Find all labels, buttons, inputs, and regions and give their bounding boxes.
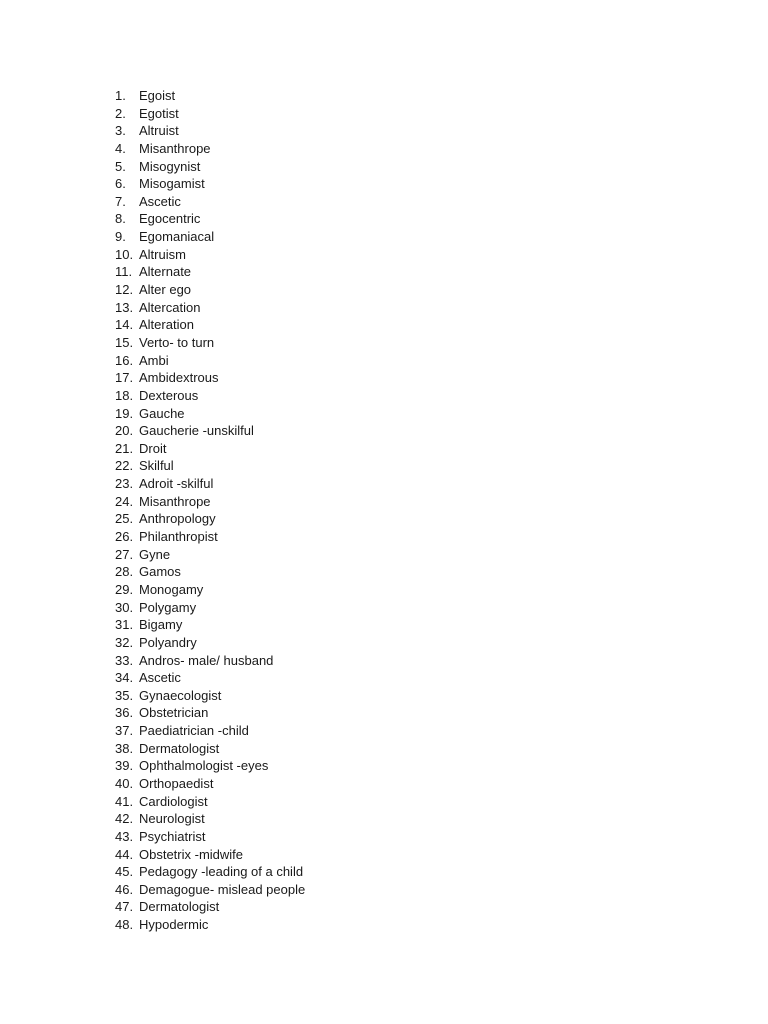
list-item-text: Egotist	[139, 105, 179, 121]
list-item-text: Misogynist	[139, 158, 201, 174]
list-item	[115, 634, 515, 652]
list-item-number: 17.	[115, 370, 134, 386]
list-item	[115, 352, 515, 370]
list-item-number: 33.	[115, 652, 134, 668]
list-item-text: Verto- to turn	[139, 334, 215, 350]
list-item-text: Gauche	[139, 405, 185, 421]
list-item-number: 6.	[115, 176, 126, 192]
list-item-text: Neurologist	[139, 811, 205, 827]
list-item-text: Bigamy	[139, 617, 183, 633]
list-item	[115, 263, 515, 281]
list-item-text: Ophthalmologist -eyes	[139, 758, 269, 774]
list-item-number: 42.	[115, 811, 134, 827]
list-item-text: Adroit -skilful	[139, 476, 214, 492]
list-item	[115, 158, 515, 176]
list-item-text: Gynaecologist	[139, 687, 222, 703]
list-item-text: Andros- male/ husband	[139, 652, 274, 668]
list-item-text: Skilful	[139, 458, 174, 474]
list-item-text: Psychiatrist	[139, 828, 206, 844]
list-item-text: Egoist	[139, 88, 176, 103]
list-item	[115, 546, 515, 564]
list-item	[115, 652, 515, 670]
list-item-text: Dermatologist	[139, 899, 220, 915]
list-item-text: Alteration	[139, 317, 194, 333]
list-item	[115, 898, 515, 916]
list-item	[115, 281, 515, 299]
list-item	[115, 493, 515, 511]
list-item	[115, 475, 515, 493]
list-item-number: 23.	[115, 476, 134, 492]
list-item-number: 11.	[115, 264, 133, 280]
list-item-number: 10.	[115, 246, 134, 262]
list-item	[115, 140, 515, 158]
list-item-number: 32.	[115, 634, 134, 650]
list-item	[115, 299, 515, 317]
list-item-number: 15.	[115, 334, 134, 350]
list-item	[115, 881, 515, 899]
list-item-number: 20.	[115, 423, 134, 439]
list-item	[115, 916, 515, 934]
list-item-number: 24.	[115, 493, 134, 509]
list-item	[115, 669, 515, 687]
list-item	[115, 563, 515, 581]
list-item-text: Cardiologist	[139, 793, 208, 809]
list-item	[115, 246, 515, 264]
list-item-text: Hypodermic	[139, 917, 209, 933]
list-item-number: 40.	[115, 775, 134, 791]
list-item-text: Altruist	[139, 123, 179, 139]
list-item	[115, 87, 515, 105]
list-item	[115, 387, 515, 405]
list-item-number: 46.	[115, 881, 134, 897]
list-item-number: 36.	[115, 705, 134, 721]
list-item-number: 30.	[115, 599, 134, 615]
list-item-number: 48.	[115, 917, 134, 933]
list-item-number: 31.	[115, 617, 134, 633]
list-item-text: Obstetrix -midwife	[139, 846, 244, 862]
list-item-number: 43.	[115, 828, 134, 844]
list-item	[115, 210, 515, 228]
list-item-text: Altercation	[139, 299, 201, 315]
list-item-text: Polygamy	[139, 599, 197, 615]
list-item	[115, 457, 515, 475]
list-item-text: Anthropology	[139, 511, 216, 527]
list-item-text: Alternate	[139, 264, 192, 280]
list-item-text: Paediatrician -child	[139, 723, 249, 739]
list-item	[115, 422, 515, 440]
list-item-number: 14.	[115, 317, 134, 333]
list-item-number: 45.	[115, 864, 134, 880]
list-item-number: 35.	[115, 687, 134, 703]
list-item	[115, 334, 515, 352]
list-item-text: Ambi	[139, 352, 169, 368]
list-item	[115, 740, 515, 758]
list-item	[115, 316, 515, 334]
list-item-text: Obstetrician	[139, 705, 209, 721]
list-item-text: Misanthrope	[139, 493, 211, 509]
list-item-number: 47.	[115, 899, 134, 915]
list-item-number: 28.	[115, 564, 134, 580]
list-item-number: 25.	[115, 511, 134, 527]
list-item	[115, 846, 515, 864]
list-item-number: 34.	[115, 670, 134, 686]
list-item	[115, 599, 515, 617]
list-item-number: 38.	[115, 740, 134, 756]
list-item	[115, 581, 515, 599]
list-item-number: 18.	[115, 387, 134, 403]
list-item-number: 4.	[115, 140, 126, 156]
list-item	[115, 105, 515, 123]
list-item-text: Dexterous	[139, 387, 199, 403]
list-item	[115, 440, 515, 458]
list-item	[115, 175, 515, 193]
list-item-number: 7.	[115, 193, 126, 209]
list-item-number: 39.	[115, 758, 134, 774]
list-item	[115, 528, 515, 546]
list-item-number: 41.	[115, 793, 134, 809]
list-item-number: 9.	[115, 229, 126, 245]
list-item-number: 22.	[115, 458, 134, 474]
list-item-number: 37.	[115, 723, 134, 739]
list-item-text: Ambidextrous	[139, 370, 219, 386]
list-item-text: Misanthrope	[139, 140, 211, 156]
list-item-number: 29.	[115, 581, 134, 597]
list-item-number: 8.	[115, 211, 126, 227]
list-item-number: 12.	[115, 282, 134, 298]
list-item-text: Gyne	[139, 546, 171, 562]
list-item	[115, 757, 515, 775]
list-item-number: 1.	[115, 88, 126, 103]
list-item-text: Alter ego	[139, 282, 192, 298]
list-item	[115, 193, 515, 211]
list-item-text: Orthopaedist	[139, 775, 214, 791]
list-item	[115, 616, 515, 634]
list-item	[115, 369, 515, 387]
list-item	[115, 687, 515, 705]
list-item	[115, 828, 515, 846]
list-item-number: 27.	[115, 546, 134, 562]
list-item	[115, 810, 515, 828]
list-item-text: Dermatologist	[139, 740, 220, 756]
list-item-text: Demagogue- mislead people	[139, 881, 306, 897]
list-item-number: 44.	[115, 846, 134, 862]
list-item-number: 5.	[115, 158, 126, 174]
list-item-text: Philanthropist	[139, 529, 218, 545]
list-item-text: Ascetic	[139, 670, 181, 686]
list-item	[115, 405, 515, 423]
list-item-number: 21.	[115, 440, 134, 456]
list-item	[115, 704, 515, 722]
list-item	[115, 722, 515, 740]
list-item	[115, 228, 515, 246]
list-item	[115, 793, 515, 811]
list-item	[115, 510, 515, 528]
list-item	[115, 122, 515, 140]
list-item-text: Egocentric	[139, 211, 201, 227]
list-item-number: 3.	[115, 123, 126, 139]
list-item-text: Altruism	[139, 246, 186, 262]
list-item-text: Pedagogy -leading of a child	[139, 864, 304, 880]
list-item-text: Droit	[139, 440, 167, 456]
list-item-text: Polyandry	[139, 634, 197, 650]
list-item-text: Gaucherie -unskilful	[139, 423, 254, 439]
list-item	[115, 775, 515, 793]
list-item-number: 13.	[115, 299, 134, 315]
list-item-text: Egomaniacal	[139, 229, 215, 245]
list-item-text: Misogamist	[139, 176, 205, 192]
list-item-text: Ascetic	[139, 193, 181, 209]
word-list	[115, 87, 515, 934]
list-item-number: 19.	[115, 405, 134, 421]
list-item-text: Monogamy	[139, 581, 204, 597]
list-item-text: Gamos	[139, 564, 181, 580]
list-item	[115, 863, 515, 881]
list-item-number: 16.	[115, 352, 134, 368]
list-item-number: 2.	[115, 105, 126, 121]
list-item-number: 26.	[115, 529, 134, 545]
